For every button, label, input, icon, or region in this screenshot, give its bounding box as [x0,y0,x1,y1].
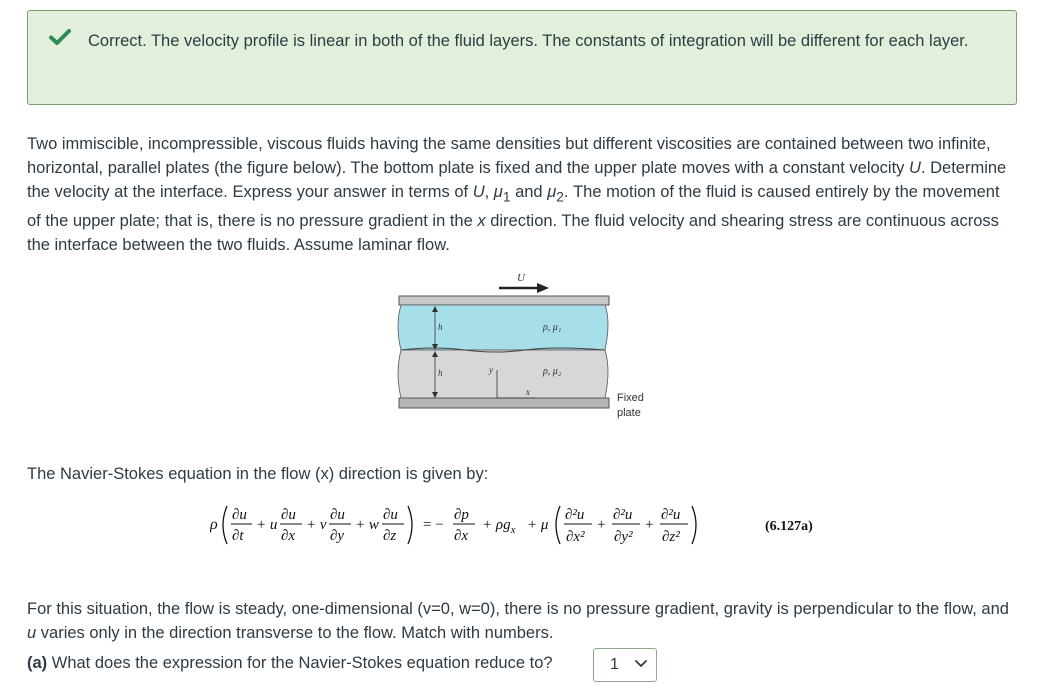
velocity-arrow [499,283,549,293]
svg-text:∂z: ∂z [383,528,397,544]
svg-text:h: h [438,368,443,378]
two-fluid-figure [395,266,665,426]
svg-text:(6.127a): (6.127a) [765,519,813,534]
svg-text:+: + [597,517,606,533]
fluid-layer-2 [398,350,608,398]
situation-text: For this situation, the flow is steady, one-dimensional (v=0, w=0), there is no pressure gradient, gravity is perpendicular to the flow, and u varies only in the direction transverse to the flow. Match with numbers. [27,600,1009,642]
moving-plate [399,296,609,305]
fixed-plate-label-1: Fixed [617,392,644,404]
svg-text:∂x: ∂x [454,528,469,544]
fluid-layer-1 [398,305,608,350]
svg-text:h: h [438,322,443,332]
fluid1-label: ρ, μ₁ [543,322,562,333]
fixed-plate [399,398,609,408]
feedback-message: Correct. The velocity profile is linear in both of the fluid layers. The constants of integration will be different for each layer. [88,32,969,50]
problem-statement: Two immiscible, incompressible, viscous fluids having the same densities but different viscosities are contained between two infinite, horizontal, parallel plates (the figure below). The bottom plate is fixed and the upper plate moves with a constant velocity U. Determine the velocity at the interface. Express your answer in terms of U, $\mu_1$ and $\mu_2$. The motion of the fluid is caused entirely by the movement of the upper plate; that is, there is no pressure gradient in the x direction. The fluid velocity and shearing stress are continuous across the interface between the two fluids. Assume laminar flow. [27,135,1007,255]
svg-text:∂t: ∂t [232,528,244,544]
svg-text:y: y [489,365,493,375]
answer-select[interactable] [593,648,657,682]
svg-text:+ v: + v [306,517,327,533]
svg-text:+ u: + u [256,517,278,533]
svg-text:∂x: ∂x [281,528,296,544]
svg-text:∂y: ∂y [330,528,345,544]
fixed-plate-label-2: plate [617,407,641,419]
velocity-label: U [517,272,525,284]
svg-text:∂²u: ∂²u [565,507,585,523]
svg-text:+ ρgx: + $\rho g_x$ [482,517,516,536]
svg-text:+: + [645,517,654,533]
chevron-down-icon [635,659,647,669]
svg-text:∂p: ∂p [454,507,469,523]
svg-text:+ w: + w [355,517,379,533]
ns-intro: The Navier-Stokes equation in the flow (x) direction is given by: [27,465,489,483]
feedback-banner [27,10,1017,105]
svg-text:∂y²: ∂y² [614,529,633,545]
fluid2-label: ρ, μ₂ [543,366,562,377]
svg-text:= −: = − [423,517,444,533]
navier-stokes-equation [210,500,840,550]
svg-text:+ μ: + μ [527,517,549,533]
svg-text:∂²u: ∂²u [661,507,681,523]
svg-text:∂u: ∂u [281,507,296,523]
svg-text:∂x²: ∂x² [566,529,585,545]
question-a: (a) What does the expression for the Navier-Stokes equation reduce to? [27,654,553,672]
answer-select-value: 1 [610,656,619,673]
svg-text:∂u: ∂u [232,507,247,523]
svg-text:∂z²: ∂z² [662,529,680,545]
svg-text:∂u: ∂u [383,507,398,523]
svg-text:∂²u: ∂²u [613,507,633,523]
svg-text:x: x [526,387,530,397]
check-icon [49,28,71,46]
svg-text:∂u: ∂u [330,507,345,523]
svg-text:ρ: ρ [210,516,218,533]
